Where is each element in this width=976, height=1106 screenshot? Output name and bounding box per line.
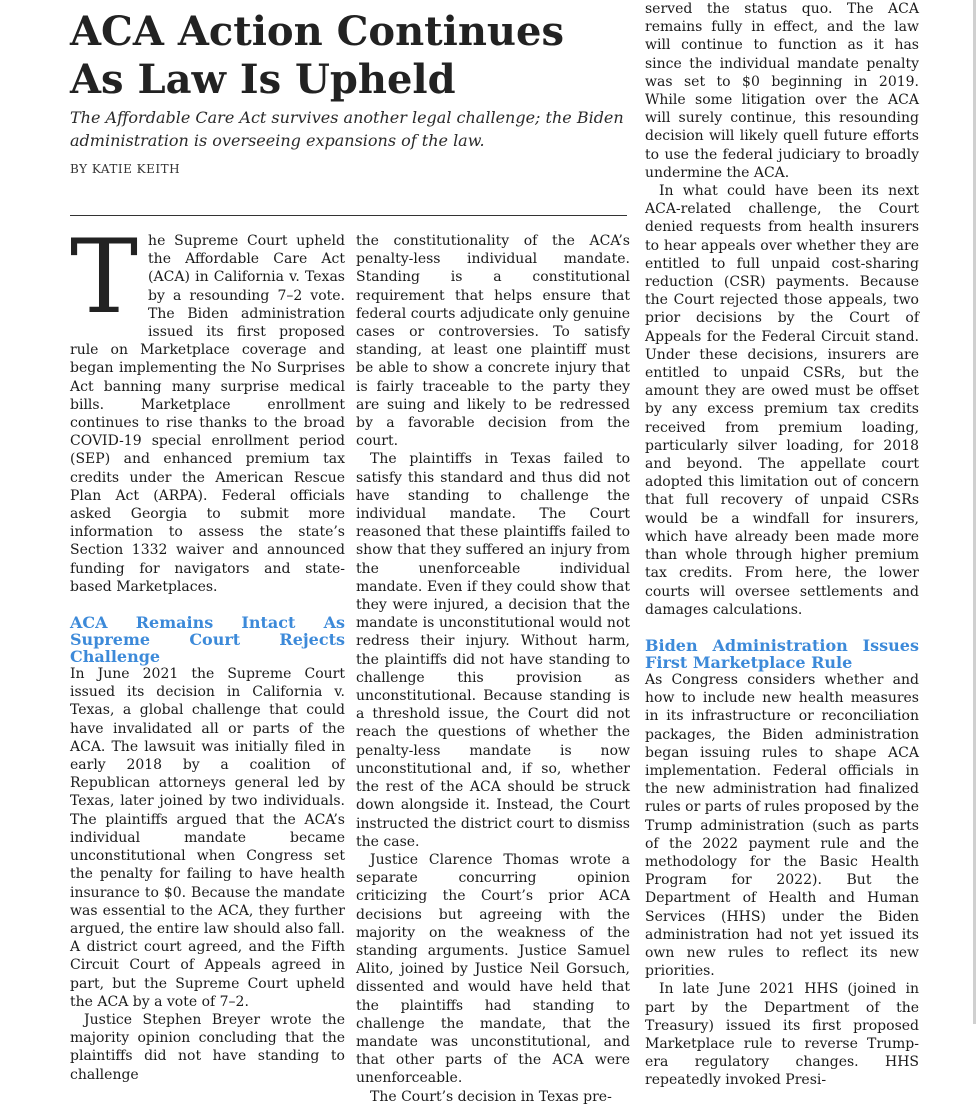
article-deck: The Affordable Care Act survives another legal challenge; the Biden administration is overseeing expansions of the law. bbox=[70, 108, 624, 150]
paragraph: In late June 2021 HHS (joined in part by the Department of the Treasury) issued its first proposed Marketplace rule to reverse Trump-era regulatory changes. HHS repeatedly invoked Presi- bbox=[645, 981, 919, 1089]
title-rule bbox=[70, 215, 627, 216]
column-2 bbox=[356, 232, 630, 1105]
paragraph: In what could have been its next ACA-related challenge, the Court denied requests from health insurers to hear appeals over whether they are entitled to full unpaid cost-sharing reduction (CSR) payments. Because the Court rejected those appeals, two prior decisions by the Court of Appeals for the Federal Circuit stand. Under these decisions, insurers are entitled to unpaid CSRs, but the amount they are owed must be offset by any excess premium tax credits received from premium loading, particularly silver loading, for 2018 and beyond. The appellate court adopted this limitation out of concern that full recovery of unpaid CSRs would be a windfall for insurers, which have already been made more than whole through higher premium tax credits. From here, the lower courts will oversee settlements and damages calculations. bbox=[645, 183, 919, 618]
section-heading-aca-intact: ACA Remains Intact As Supreme Court Rejects Challenge bbox=[70, 613, 345, 667]
paragraph: the constitutionality of the ACA’s penalty-less individual mandate. Standing is a constitutional requirement that helps ensure that federal courts adjudicate only genuine cases or controversies. To satisfy standing, at least one plaintiff must be able to show a concrete injury that is fairly traceable to the party they are suing and likely to be redressed by a favorable decision from the court. bbox=[356, 233, 630, 450]
paragraph: As Congress considers whether and how to include new health measures in its infrastructure or reconciliation packages, the Biden administration began issuing rules to shape ACA implementation. Federal officials in the new administration had finalized rules or parts of rules proposed by the Trump administration (such as parts of the 2022 payment rule and the methodology for the Basic Health Program for 2022). But the Department of Health and Human Services (HHS) under the Biden administration had not yet issued its own new rules to reflect its new priorities. bbox=[645, 671, 919, 980]
intro-paragraph: he Supreme Court upheld the Affordable Care Act (ACA) in California v. Texas by a resounding 7–2 vote. The Biden administration issued its first proposed rule on Marketplace coverage and began implementing the No Surprises Act banning many surprise medical bills. Marketplace enrollment continues to rise thanks to the broad COVID-19 special enrollment period (SEP) and enhanced premium tax credits under the American Rescue Plan Act (ARPA). Federal officials asked Georgia to submit more information to assess the state’s Section 1332 waiver and announced funding for navigators and state-based Marketplaces. bbox=[70, 233, 345, 595]
article-title: ACA Action Continues As Law Is Upheld bbox=[70, 8, 564, 103]
column-1 bbox=[70, 218, 345, 1083]
section-heading-marketplace-rule: Biden Administration Issues First Marketplace Rule bbox=[645, 635, 919, 672]
paragraph: The plaintiffs in Texas failed to satisfy this standard and thus did not have standing to challenge the individual mandate. The Court reasoned that these plaintiffs failed to show that they suffered an injury from the unenforceable individual mandate. Even if they could show that they were injured, a decision that the mandate is unconstitutional would not redress their injury. Without harm, the plaintiffs did not have standing to challenge this provision as unconstitutional. Because standing is a threshold issue, the Court did not reach the questions of whether the penalty-less mandate is now unconstitutional and, if so, whether the rest of the ACA should be struck down alongside it. Instead, the Court instructed the district court to dismiss the case. bbox=[356, 451, 630, 850]
article-byline: BY KATIE KEITH bbox=[70, 162, 181, 176]
drop-cap: T bbox=[70, 218, 139, 337]
paragraph: In June 2021 the Supreme Court issued its decision in California v. Texas, a global challenge that could have invalidated all or parts of the ACA. The lawsuit was initially filed in early 2018 by a coalition of Republican attorneys general led by Texas, later joined by two individuals. The plaintiffs argued that the ACA’s individual mandate became unconstitutional when Congress set the penalty for failing to have health insurance to $0. Because the mandate was essential to the ACA, they further argued, the entire law should also fall. A district court agreed, and the Fifth Circuit Court of Appeals agreed in part, but the Supreme Court upheld the ACA by a vote of 7–2. bbox=[70, 666, 345, 1010]
paragraph: Justice Stephen Breyer wrote the majority opinion concluding that the plaintiffs did not have standing to challenge bbox=[70, 1011, 345, 1083]
paragraph: served the status quo. The ACA remains fully in effect, and the law will continue to function as it has since the individual mandate penalty was set to $0 beginning in 2019. While some litigation over the ACA will surely continue, this resounding decision will likely quell future efforts to use the federal judiciary to broadly undermine the ACA. bbox=[645, 1, 919, 181]
column-3 bbox=[645, 0, 919, 1089]
paragraph: Justice Clarence Thomas wrote a separate concurring opinion criticizing the Court’s prior ACA decisions but agreeing with the majority on the weakness of the standing arguments. Justice Samuel Alito, joined by Justice Neil Gorsuch, dissented and would have held that the plaintiffs had standing to challenge the mandate, that the mandate was unconstitutional, and that other parts of the ACA were unenforceable. bbox=[356, 851, 630, 1087]
paragraph: The Court’s decision in Texas pre- bbox=[370, 1088, 612, 1105]
